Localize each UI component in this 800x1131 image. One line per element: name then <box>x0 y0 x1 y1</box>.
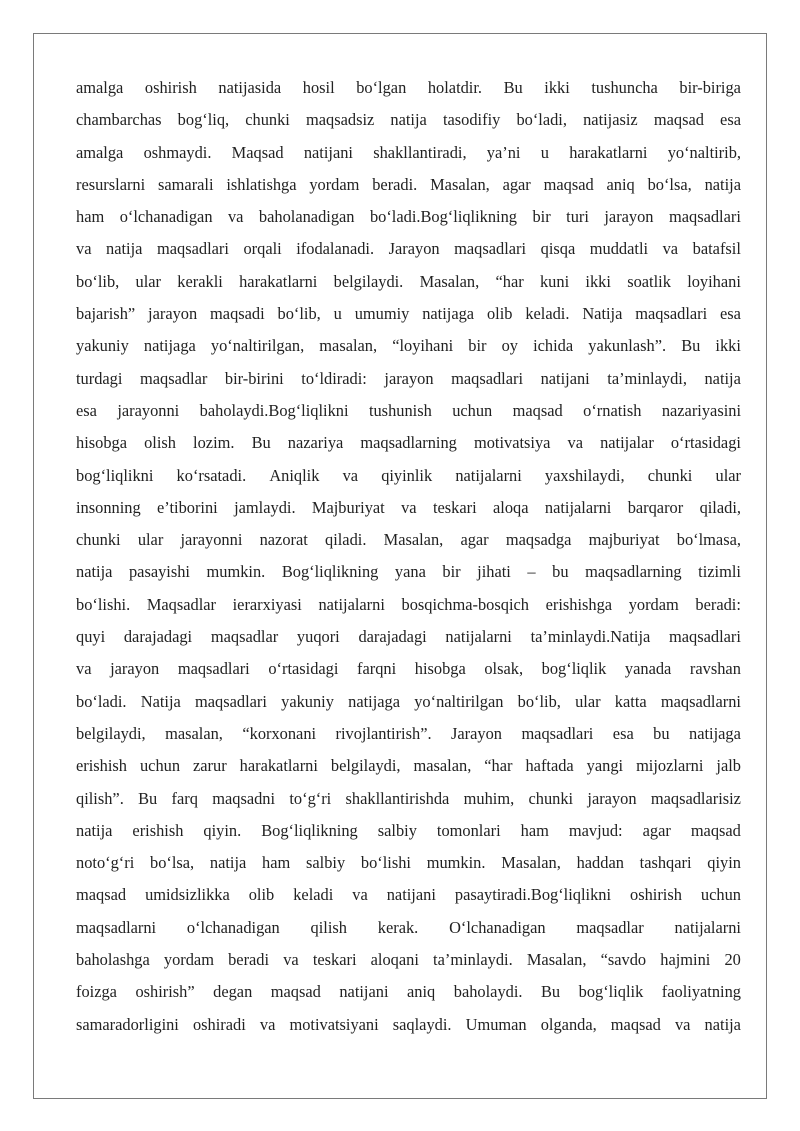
document-body-text <box>76 72 741 1041</box>
text-line: hisobga olish lozim. Bu nazariya maqsadlarning motivatsiya va natijalar o‘rtasidagi <box>76 433 741 453</box>
text-line: bo‘lib, ular kerakli harakatlarni belgilaydi. Masalan, “har kuni ikki soatlik loyihani <box>76 271 741 291</box>
text-line: samaradorligini oshiradi va motivatsiyani saqlaydi. Umuman olganda, maqsad va natija <box>76 1014 741 1034</box>
text-line: bo‘lishi. Maqsadlar ierarxiyasi natijalarni bosqichma-bosqich erishishga yordam beradi: <box>76 594 741 614</box>
text-line: va natija maqsadlari orqali ifodalanadi. Jarayon maqsadlari qisqa muddatli va batafsil <box>76 239 741 259</box>
text-line: amalga oshmaydi. Maqsad natijani shakllantiradi, ya’ni u harakatlarni yo‘naltirib, <box>76 142 741 162</box>
text-line: foizga oshirish” degan maqsad natijani aniq baholaydi. Bu bog‘liqlik faoliyatning <box>76 982 741 1002</box>
text-line: bo‘ladi. Natija maqsadlari yakuniy natijaga yo‘naltirilgan bo‘lib, ular katta maqsadlarni <box>76 691 741 711</box>
text-line: amalga oshirish natijasida hosil bo‘lgan holatdir. Bu ikki tushuncha bir-biriga <box>76 78 741 97</box>
text-line: insonning e’tiborini jamlaydi. Majburiyat va teskari aloqa natijalarni barqaror qiladi, <box>76 497 741 517</box>
text-line: yakuniy natijaga yo‘naltirilgan, masalan, “loyihani bir oy ichida yakunlash”. Bu ikki <box>76 336 741 356</box>
text-line: natija pasayishi mumkin. Bog‘liqlikning yana bir jihati – bu maqsadlarning tizimli <box>76 562 741 582</box>
text-line: chambarchas bog‘liq, chunki maqsadsiz natija tasodifiy bo‘ladi, natijasiz maqsad esa <box>76 110 741 130</box>
text-line: esa jarayonni baholaydi.Bog‘liqlikni tushunish uchun maqsad o‘rnatish nazariyasini <box>76 400 741 420</box>
text-line: baholashga yordam beradi va teskari aloqani ta’minlaydi. Masalan, “savdo hajmini 20 <box>76 950 741 970</box>
text-line: va jarayon maqsadlari o‘rtasidagi farqni hisobga olsak, bog‘liqlik yanada ravshan <box>76 659 741 679</box>
text-line: quyi darajadagi maqsadlar yuqori darajadagi natijalarni ta’minlaydi.Natija maqsadlari <box>76 627 741 647</box>
text-line: belgilaydi, masalan, “korxonani rivojlantirish”. Jarayon maqsadlari esa bu natijaga <box>76 723 741 743</box>
text-line: bog‘liqlikni ko‘rsatadi. Aniqlik va qiyinlik natijalarni yaxshilaydi, chunki ular <box>76 465 741 485</box>
text-line: ham o‘lchanadigan va baholanadigan bo‘ladi.Bog‘liqlikning bir turi jarayon maqsadlari <box>76 207 741 227</box>
text-line: bajarish” jarayon maqsadi bo‘lib, u umumiy natijaga olib keladi. Natija maqsadlari esa <box>76 304 741 324</box>
text-line: maqsadlarni o‘lchanadigan qilish kerak. O‘lchanadigan maqsadlar natijalarni <box>76 917 741 937</box>
text-line: maqsad umidsizlikka olib keladi va natijani pasaytiradi.Bog‘liqlikni oshirish uchun <box>76 885 741 905</box>
text-line: qilish”. Bu farq maqsadni to‘g‘ri shakllantirishda muhim, chunki jarayon maqsadlarisiz <box>76 788 741 808</box>
text-line: noto‘g‘ri bo‘lsa, natija ham salbiy bo‘lishi mumkin. Masalan, haddan tashqari qiyin <box>76 853 741 873</box>
text-line: chunki ular jarayonni nazorat qiladi. Masalan, agar maqsadga majburiyat bo‘lmasa, <box>76 530 741 550</box>
text-line: resurslarni samarali ishlatishga yordam beradi. Masalan, agar maqsad aniq bo‘lsa, natija <box>76 174 741 194</box>
text-line: natija erishish qiyin. Bog‘liqlikning salbiy tomonlari ham mavjud: agar maqsad <box>76 820 741 840</box>
text-line: turdagi maqsadlar bir-birini to‘ldiradi: jarayon maqsadlari natijani ta’minlaydi, natija <box>76 368 741 388</box>
text-line: erishish uchun zarur harakatlarni belgilaydi, masalan, “har haftada yangi mijozlarni jalb <box>76 756 741 776</box>
